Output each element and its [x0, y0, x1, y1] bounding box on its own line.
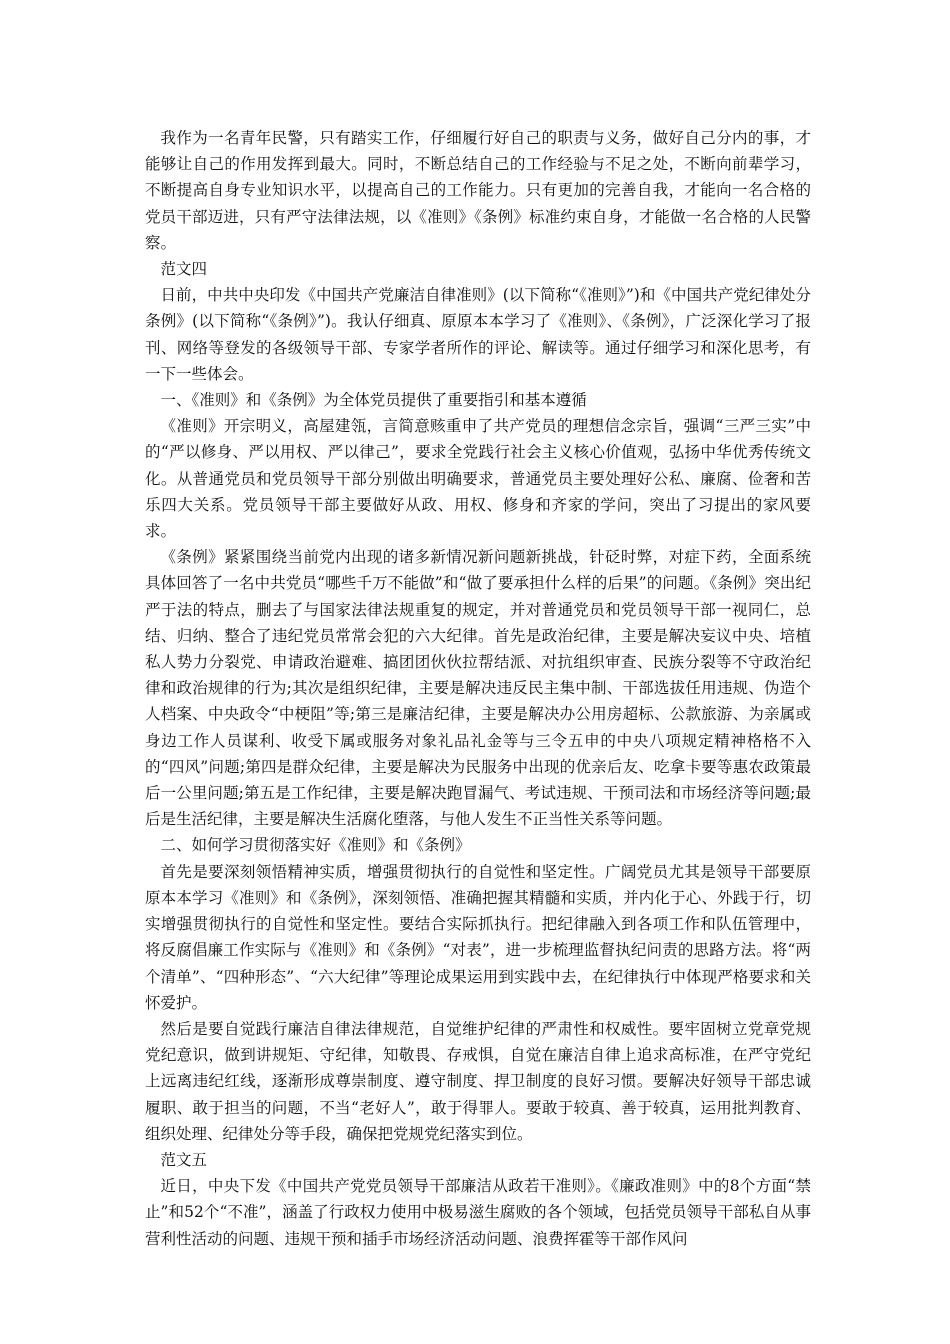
section-title-sample-four: 范文四 [160, 260, 208, 279]
section-title-sample-five: 范文五 [160, 1150, 208, 1169]
paragraph-second-point: 然后是要自觉践行廉洁自律法律规范，自觉维护纪律的严肃性和权威性。要牢固树立党章党规党纪意识，做到讲规矩、守纪律，知敬畏、存戒惧，自觉在廉洁自律上追求高标准，在严守党纪上远离违纪红线，逐渐形成尊崇制度、遵守制度、捍卫制度的良好习惯。要解决好领导干部忠诚履职、敢于担当的问题，不当“老好人”，敢于得罪人。要敢于较真、善于较真，运用批判教育、组织处理、纪律处分等手段，确保把党规党纪落实到位。 [145, 1019, 811, 1143]
paragraph-zhunze: 《准则》开宗明义，高屋建瓴，言简意赅重申了共产党员的理想信念宗旨，强调“三严三实”中的“严以修身、严以用权、严以律己”，要求全党践行社会主义核心价值观，弘扬中华优秀传统文化。从普通党员和党员领导干部分别做出明确要求，普通党员主要处理好公私、廉腐、俭奢和苦乐四大关系。党员领导干部主要做好从政、用权、修身和齐家的学问，突出了习提出的家风要求。 [145, 417, 811, 541]
document-body [145, 125, 811, 1252]
paragraph-conclusion: 我作为一名青年民警，只有踏实工作，仔细履行好自己的职责与义务，做好自己分内的事，才能够让自己的作用发挥到最大。同时，不断总结自己的工作经验与不足之处，不断向前辈学习，不断提高自身专业知识水平，以提高自己的工作能力。只有更加的完善自我，才能向一名合格的党员干部迈进，只有严守法律法规，以《准则》《条例》标准约束自身，才能做一名合格的人民警察。 [145, 129, 811, 252]
paragraph-tiaoli: 《条例》紧紧围绕当前党内出现的诸多新情况新问题新挑战，针砭时弊，对症下药，全面系统具体回答了一名中共党员“哪些千万不能做”和“做了要承担什么样的后果”的问题。《条例》突出纪严于法的特点，删去了与国家法律法规重复的规定，并对普通党员和党员领导干部一视同仁，总结、归纳、整合了违纪党员常常会犯的六大纪律。首先是政治纪律，主要是解决妄议中央、培植私人势力分裂党、申请政治避难、搞团团伙伙拉帮结派、对抗组织审查、民族分裂等不守政治纪律和政治规律的行为;其次是组织纪律，主要是解决违反民主集中制、干部选拔任用违规、伪造个人档案、中央政令“中梗阻”等;第三是廉洁纪律，主要是解决办公用房超标、公款旅游、为亲属或身边工作人员谋利、收受下属或服务对象礼品礼金等与三令五申的中央八项规定精神格格不入的“四风”问题;第四是群众纪律，主要是解决为民服务中出现的优亲后友、吃拿卡要等惠农政策最后一公里问题;第五是工作纪律，主要是解决跑冒漏气、考试违规、干预司法和市场经济等问题;最后是生活纪律，主要是解决生活腐化堕落，与他人发生不正当性关系等问题。 [145, 548, 811, 829]
paragraph-first-point: 首先是要深刻领悟精神实质，增强贯彻执行的自觉性和坚定性。广阔党员尤其是领导干部要原原本本学习《准则》和《条例》，深刻领悟、准确把握其精髓和实质，并内化于心、外践于行，切实增强贯彻执行的自觉性和坚定性。要结合实际抓执行。把纪律融入到各项工作和队伍管理中，将反腐倡廉工作实际与《准则》和《条例》“对表”，进一步梳理监督执纪问责的思路方法。将“两个清单”、“四种形态”、“六大纪律”等理论成果运用到实践中去，在纪律执行中体现严格要求和关怀爱护。 [145, 862, 811, 1012]
section-heading-two: 二、如何学习贯彻落实好《准则》和《条例》 [160, 836, 471, 855]
section-heading-one: 一、《准则》和《条例》为全体党员提供了重要指引和基本遵循 [160, 391, 587, 410]
paragraph-intro: 日前，中共中央印发《中国共产党廉洁自律准则》(以下简称“《准则》”)和《中国共产党纪律处分条例》(以下简称“《条例》”)。我认仔细真、原原本本学习了《准则》、《条例》，广泛深化学习了报刊、网络等登发的各级领导干部、专家学者所作的评论、解读等。通过仔细学习和深化思考，有一下一些体会。 [145, 286, 811, 383]
paragraph-lianzheng: 近日，中央下发《中国共产党党员领导干部廉洁从政若干准则》。《廉政准则》中的8个方面“禁止”和52个“不准”，涵盖了行政权力使用中极易滋生腐败的各个领域，包括党员领导干部私自从事营利性活动的问题、违规干预和插手市场经济活动问题、浪费挥霍等干部作风问 [145, 1177, 811, 1248]
